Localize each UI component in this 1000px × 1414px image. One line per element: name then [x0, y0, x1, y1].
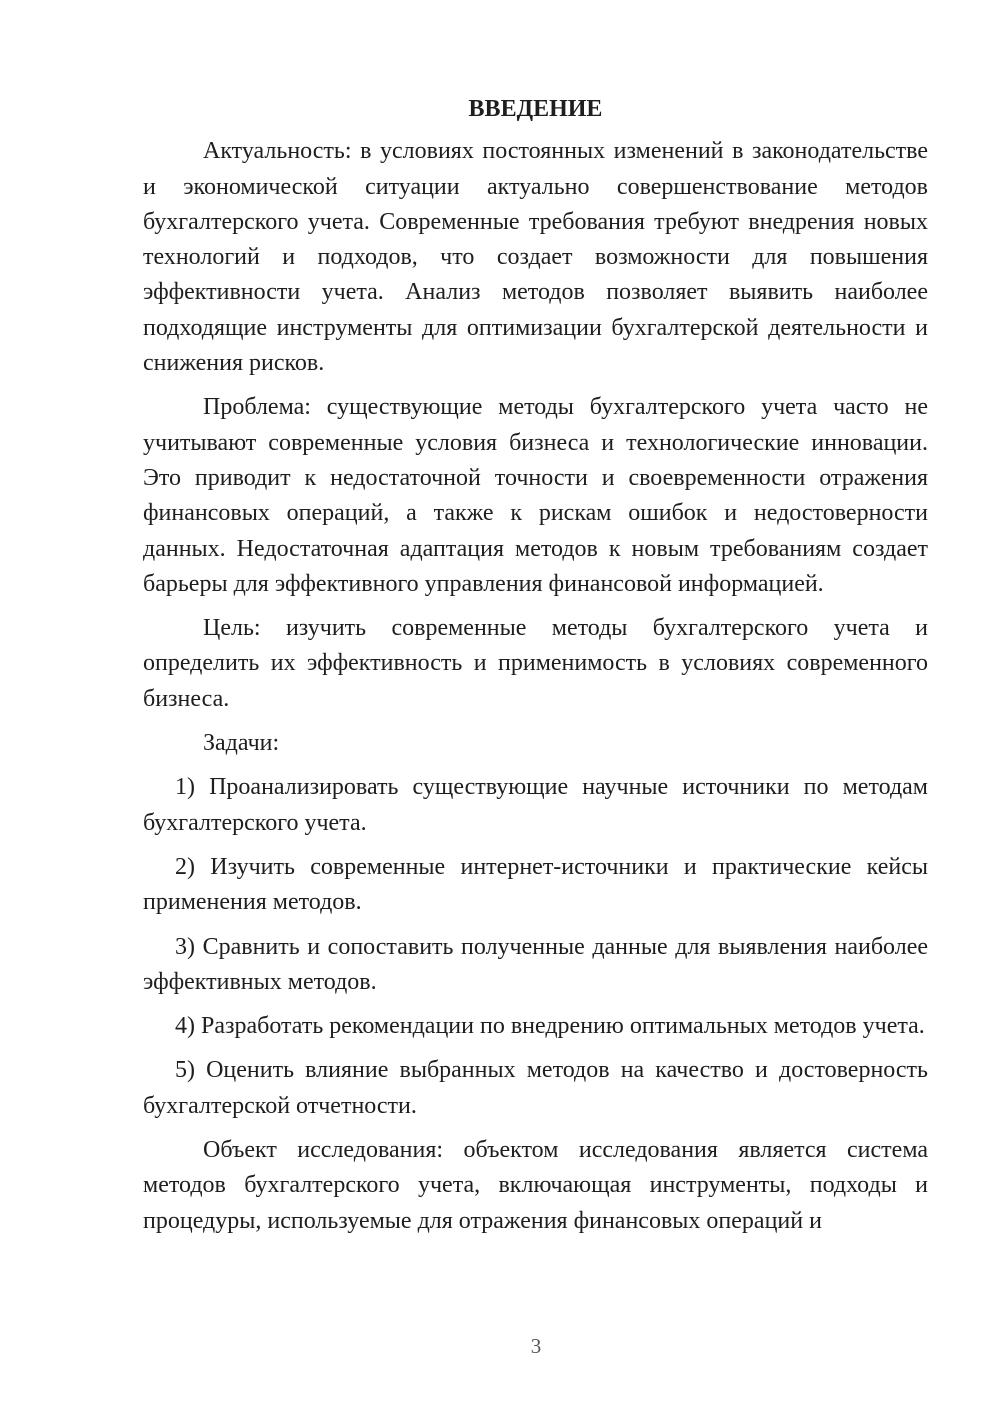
- task-item-4: 4) Разработать рекомендации по внедрению оптимальных методов учета.: [175, 1013, 925, 1040]
- task-item-5: 5) Оценить влияние выбранных методов на качество и достоверность бухгалтерской отчетности.: [143, 1057, 928, 1119]
- task-item-2: 2) Изучить современные интернет-источники и практические кейсы применения методов.: [143, 853, 928, 916]
- relevance-paragraph: Актуальность: в условиях постоянных изменений в законодательстве и экономической ситуации актуально совершенствование методов бухгалтерского учета. Современные требования требуют внедрения новых технологий и подходов, что создает возможности для повышения эффективности учета. Анализ методов позволяет выявить наиболее подходящие инструменты для оптимизации бухгалтерской деятельности и снижения рисков.: [143, 138, 928, 377]
- object-paragraph: Объект исследования: объектом исследования является система методов бухгалтерского учета, включающая инструменты, подходы и процедуры, используемые для отражения финансовых операций и: [143, 1137, 928, 1234]
- problem-paragraph: Проблема: существующие методы бухгалтерского учета часто не учитывают современные условия бизнеса и технологические инновации. Это приводит к недостаточной точности и своевременности отражения финансовых операций, а также к рискам ошибок и недостоверности данных. Недостаточная адаптация методов к новым требованиям создает барьеры для эффективного управления финансовой информацией.: [143, 394, 928, 597]
- tasks-heading: Задачи:: [203, 730, 280, 757]
- task-item-3: 3) Сравнить и сопоставить полученные данные для выявления наиболее эффективных методов.: [143, 933, 928, 995]
- goal-paragraph: Цель: изучить современные методы бухгалтерского учета и определить их эффективность и применимость в условиях современного бизнеса.: [143, 615, 928, 712]
- document-body: [143, 92, 928, 1248]
- page-number: 3: [530, 1334, 542, 1358]
- section-title: ВВЕДЕНИЕ: [468, 96, 603, 122]
- task-item-1: 1) Проанализировать существующие научные источники по методам бухгалтерского учета.: [143, 774, 928, 836]
